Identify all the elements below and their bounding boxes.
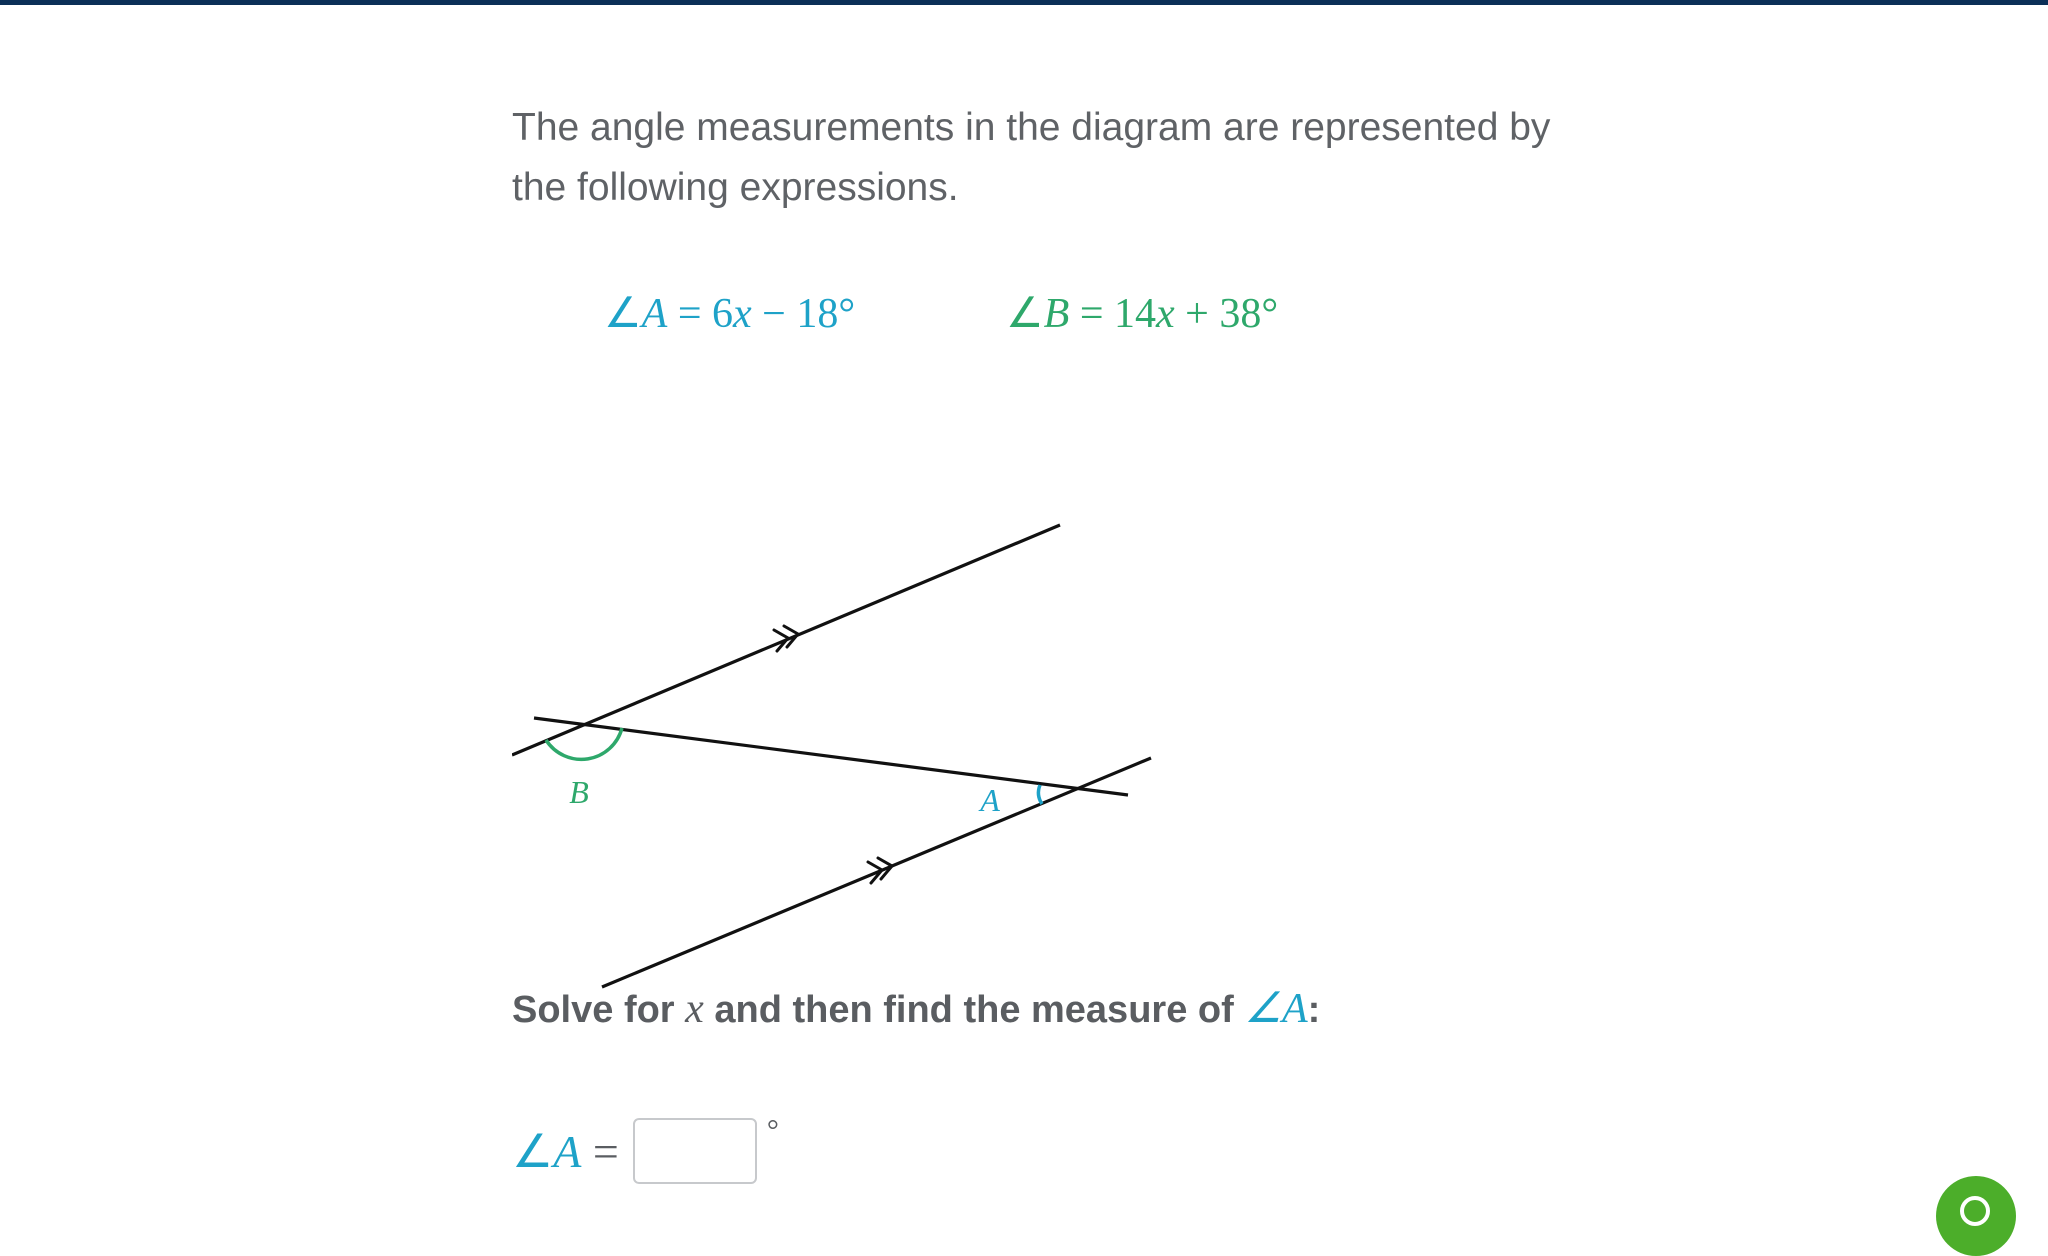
- parallel-marker-lower: [868, 858, 892, 883]
- variable: x: [733, 291, 752, 337]
- angle-symbol: ∠: [1006, 291, 1044, 337]
- angle-name: A: [641, 291, 668, 337]
- angle-a-arc: [1038, 785, 1042, 804]
- top-header-bar: [0, 0, 2048, 5]
- question-angle: ∠A: [1244, 986, 1308, 1032]
- parallel-marker-upper: [774, 626, 798, 651]
- answer-input[interactable]: [633, 1118, 757, 1184]
- angle-symbol: ∠: [512, 1126, 554, 1177]
- constant-term: − 18°: [751, 291, 856, 337]
- question-text: Solve for: [512, 989, 686, 1031]
- exercise-content: [512, 98, 1552, 1177]
- question-text: and then find the measure of: [703, 989, 1245, 1031]
- angle-b-expression: [1006, 284, 1278, 344]
- equals-sign: =: [667, 291, 712, 337]
- angle-a-label: A: [980, 782, 1000, 818]
- coefficient: 6: [712, 291, 733, 337]
- angle-name: B: [1043, 291, 1070, 337]
- coefficient: 14: [1114, 291, 1156, 337]
- question-prompt: [512, 983, 1320, 1033]
- angle-symbol: ∠: [604, 291, 642, 337]
- degree-unit: °: [766, 1114, 779, 1147]
- angle-a-expression: [604, 284, 855, 344]
- lower-parallel-line: [602, 758, 1151, 987]
- equals-sign: =: [1069, 291, 1114, 337]
- angle-diagram: [512, 410, 1232, 1010]
- help-circle-icon: [1960, 1196, 1990, 1226]
- answer-row: [512, 1114, 779, 1188]
- help-button[interactable]: [1936, 1176, 2016, 1256]
- problem-intro: The angle measurements in the diagram are represented by the following expressions.: [512, 106, 1551, 209]
- answer-label: [512, 1124, 619, 1178]
- angle-b-arc: [546, 728, 622, 759]
- constant-term: + 38°: [1174, 291, 1279, 337]
- equals-sign: =: [581, 1126, 619, 1177]
- question-variable: x: [685, 986, 704, 1032]
- variable: x: [1156, 291, 1175, 337]
- question-colon: :: [1307, 989, 1321, 1031]
- angle-b-label: B: [569, 774, 589, 810]
- angle-name: A: [553, 1126, 582, 1177]
